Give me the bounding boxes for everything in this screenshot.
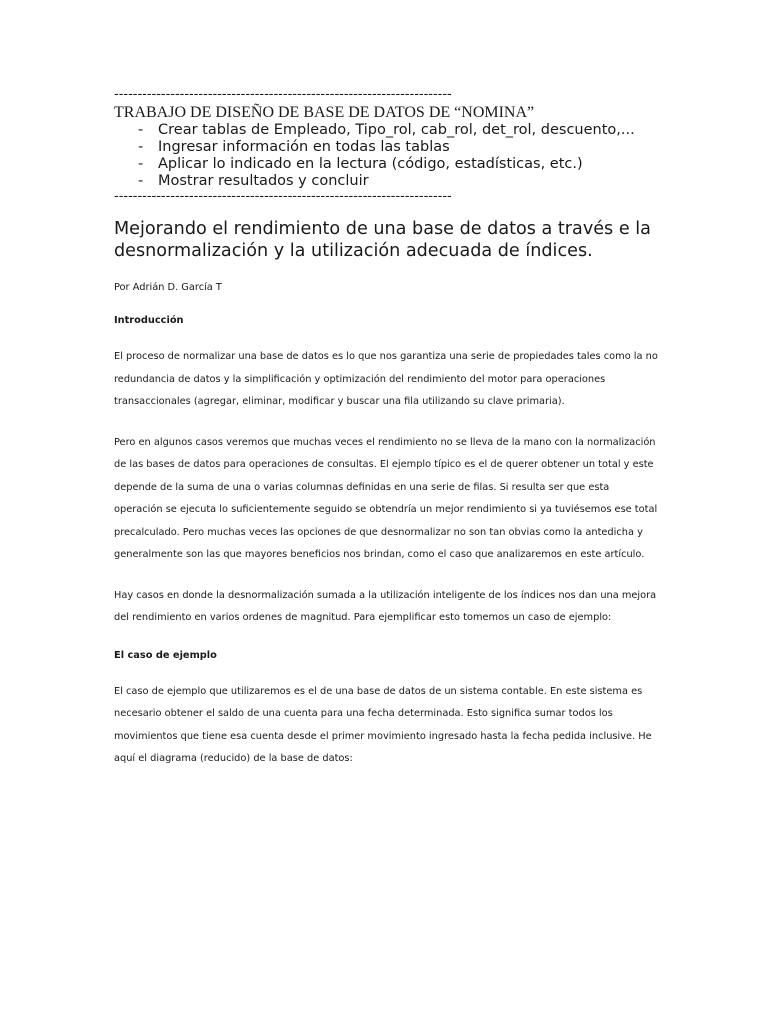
document-page bbox=[114, 88, 659, 771]
paragraph: El caso de ejemplo que utilizaremos es el de una base de datos de un sistema contable. En este sistema es necesario obtener el saldo de una cuenta para una fecha determinada. Esto significa sumar todos los movimientos que tiene esa cuenta desde el primer movimiento ingresado hasta la fecha pedida inclusive. He aquí el diagrama (reducido) de la base de datos: bbox=[114, 685, 652, 764]
section-heading-introduccion: Introducción bbox=[114, 315, 184, 326]
task-text: Crear tablas de Empleado, Tipo_rol, cab_rol, det_rol, descuento,... bbox=[158, 122, 635, 138]
task-item bbox=[114, 156, 659, 173]
assignment-title: TRABAJO DE DISEÑO DE BASE DE DATOS DE “NOMINA” bbox=[114, 104, 535, 121]
section-heading-caso-de-ejemplo: El caso de ejemplo bbox=[114, 649, 217, 661]
dash-bullet: - bbox=[138, 156, 144, 172]
paragraph: El proceso de normalizar una base de datos es lo que nos garantiza una serie de propiedades tales como la no redundancia de datos y la simplificación y optimización del rendimiento del motor para operaciones transaccionales (agregar, eliminar, modificar y buscar una fila utilizando su clave primaria). bbox=[114, 351, 658, 407]
task-item bbox=[114, 173, 659, 190]
task-text: Ingresar información en todas las tablas bbox=[158, 139, 450, 155]
article-title: Mejorando el rendimiento de una base de datos a través e la desnormalización y la utilización adecuada de índices. bbox=[114, 219, 651, 261]
paragraph: Pero en algunos casos veremos que muchas veces el rendimiento no se lleva de la mano con la normalización de las bases de datos para operaciones de consultas. El ejemplo típico es el de querer obtener un total y este depende de la suma de una o varias columnas definidas en una serie de filas. Si resulta ser que esta operación se ejecuta lo suficientemente seguido se obtendría un mejor rendimiento si ya tuviésemos ese total precalculado. Pero muchas veces las opciones de que desnormalizar no son tan obvias como la antedicha y generalmente son las que mayores beneficios nos brindan, como el caso que analizaremos en este artículo. bbox=[114, 436, 658, 560]
top-divider: ------------------------------------------------------------------------ bbox=[114, 88, 452, 102]
task-item bbox=[114, 122, 659, 139]
task-text: Aplicar lo indicado en la lectura (código, estadísticas, etc.) bbox=[158, 156, 583, 172]
dash-bullet: - bbox=[138, 173, 144, 189]
assignment-task-list bbox=[114, 122, 659, 190]
paragraph: Hay casos en donde la desnormalización sumada a la utilización inteligente de los índices nos dan una mejora del rendimiento en varios ordenes de magnitud. Para ejemplificar esto tomemos un caso de ejemplo: bbox=[114, 589, 657, 623]
dash-bullet: - bbox=[138, 122, 144, 138]
dash-bullet: - bbox=[138, 139, 144, 155]
task-text: Mostrar resultados y concluir bbox=[158, 173, 369, 189]
task-item bbox=[114, 139, 659, 156]
bottom-divider: ------------------------------------------------------------------------ bbox=[114, 190, 452, 204]
article-byline: Por Adrián D. García T bbox=[114, 282, 222, 293]
